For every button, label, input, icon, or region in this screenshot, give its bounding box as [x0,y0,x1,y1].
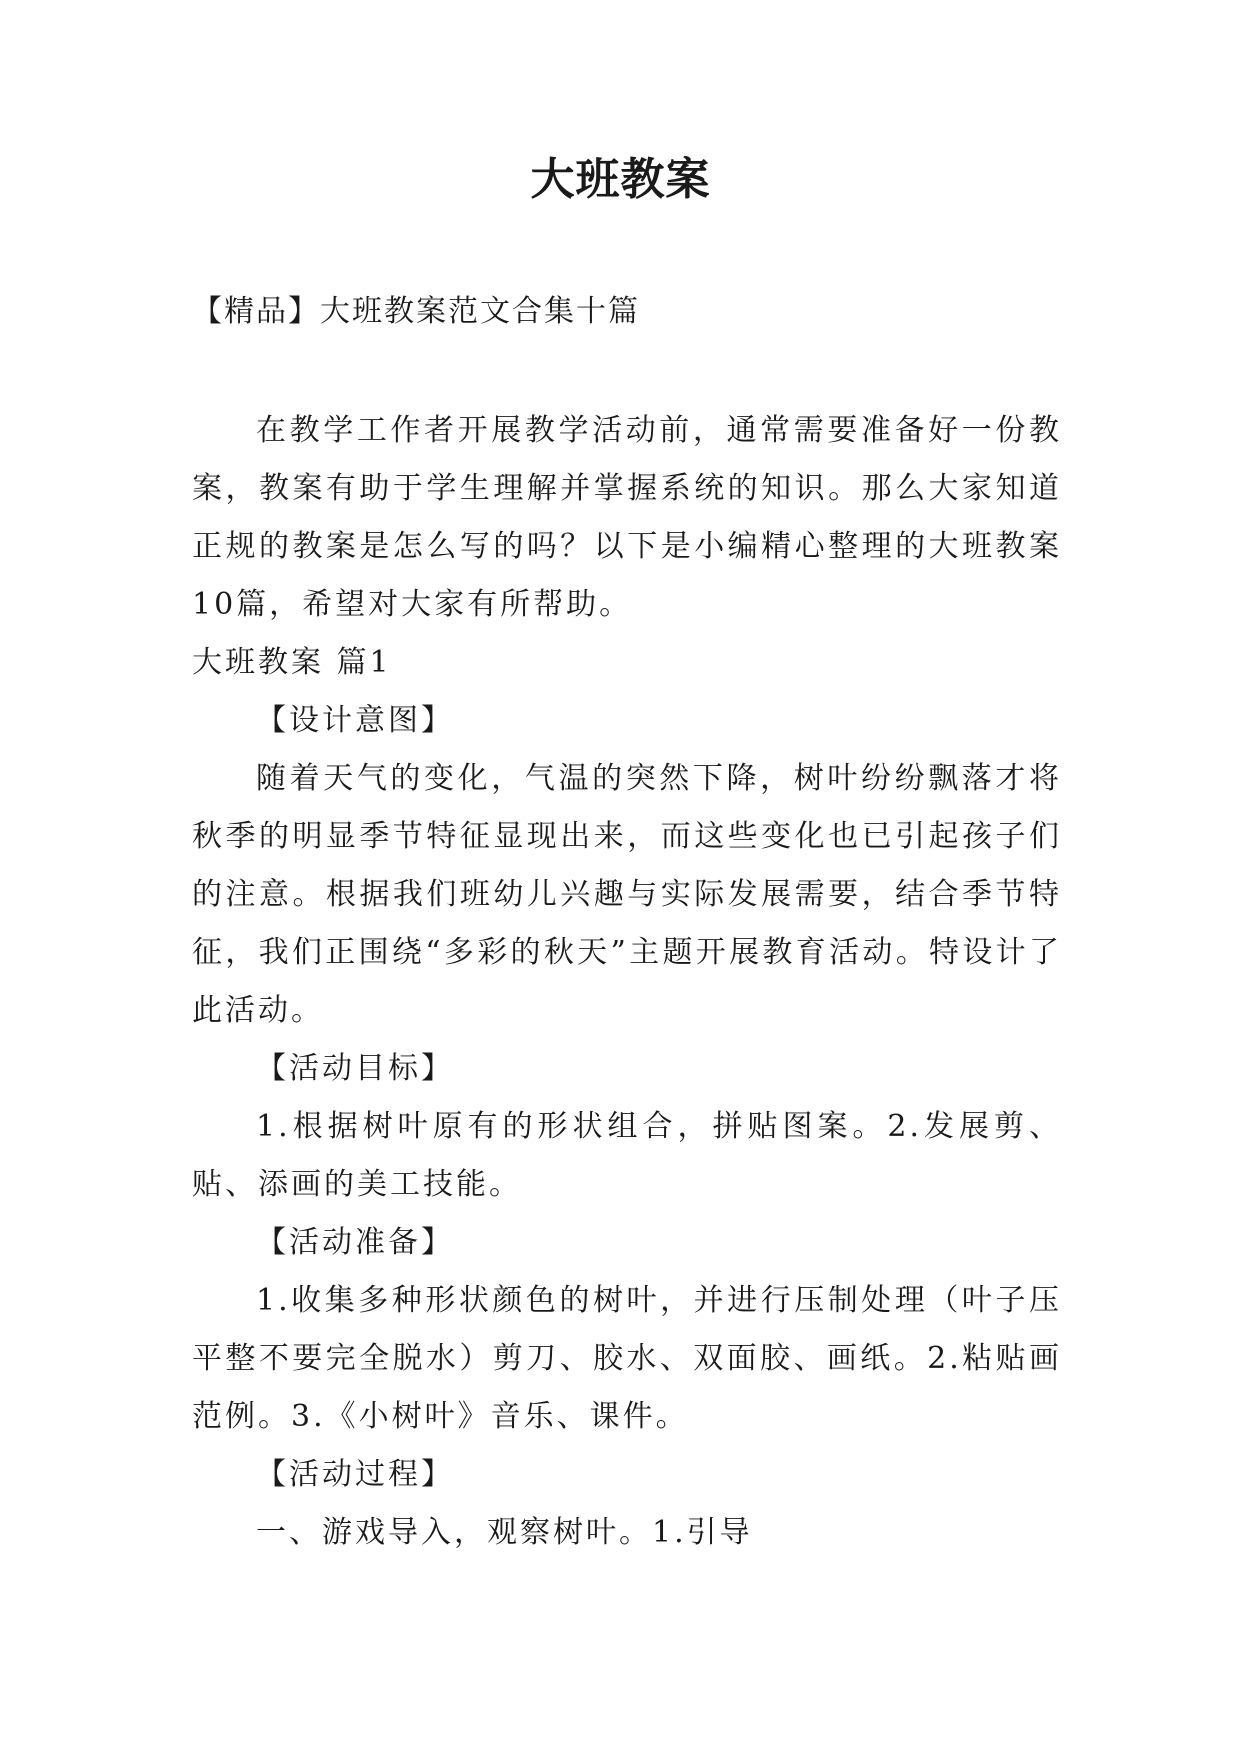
document-title: 大班教案 [530,154,711,205]
section-title: 大班教案 篇1 [192,645,392,680]
design-heading: 【设计意图】 [256,703,454,738]
process-heading: 【活动过程】 [256,1457,454,1492]
document-subtitle: 【精品】大班教案范文合集十篇 [192,294,640,329]
design-paragraph: 随着天气的变化，气温的突然下降，树叶纷纷飘落才将秋季的明显季节特征显现出来，而这些变化也已引起孩子们的注意。根据我们班幼儿兴趣与实际发展需要，结合季节特征，我们正围绕“多彩的秋天”主题开展教育活动。特设计了此活动。 [192,761,1062,1028]
goal-heading: 【活动目标】 [256,1051,454,1086]
prep-heading: 【活动准备】 [256,1225,454,1260]
document-body [192,402,1062,1562]
prep-paragraph: 1.收集多种形状颜色的树叶，并进行压制处理（叶子压平整不要完全脱水）剪刀、胶水、双面胶、画纸。2.粘贴画范例。3.《小树叶》音乐、课件。 [192,1283,1062,1434]
intro-paragraph: 在教学工作者开展教学活动前，通常需要准备好一份教案，教案有助于学生理解并掌握系统的知识。那么大家知道正规的教案是怎么写的吗？以下是小编精心整理的大班教案10篇，希望对大家有所帮助。 [192,413,1062,622]
goal-paragraph: 1.根据树叶原有的形状组合，拼贴图案。2.发展剪、贴、添画的美工技能。 [192,1109,1062,1202]
process-paragraph: 一、游戏导入，观察树叶。1.引导 [256,1515,753,1550]
